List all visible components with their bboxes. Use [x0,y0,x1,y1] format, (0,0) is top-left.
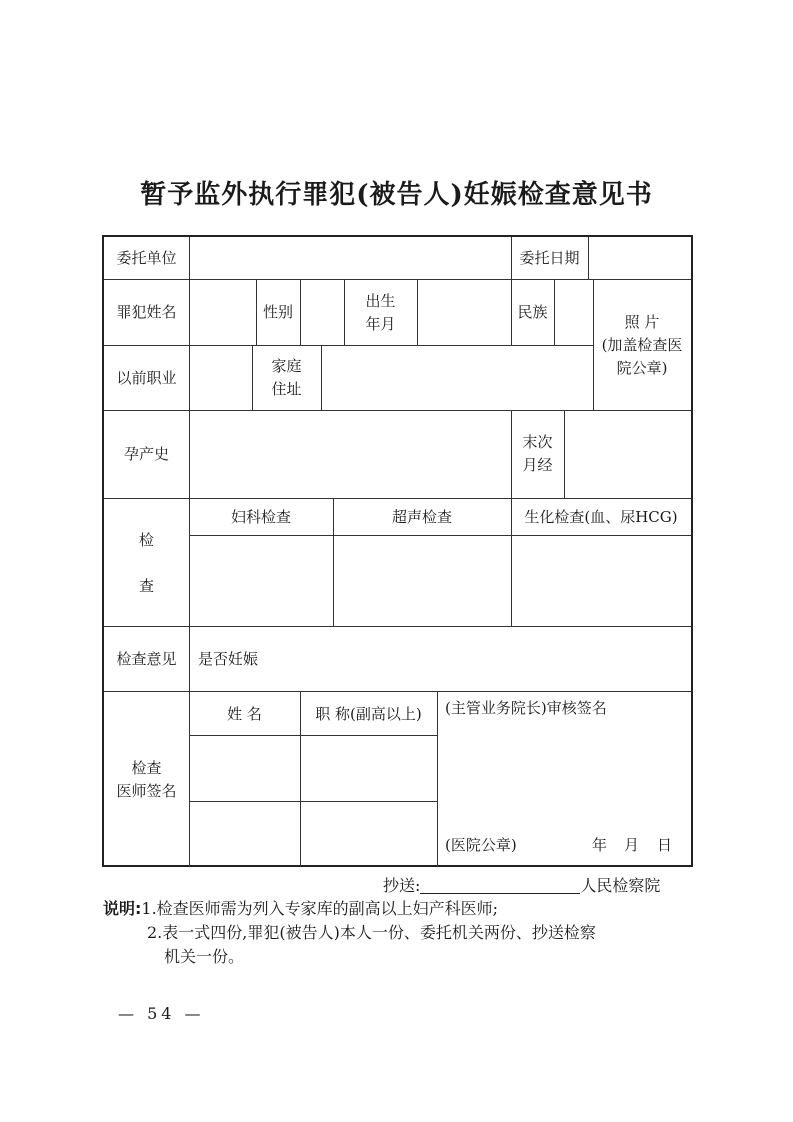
copy-to-line [383,873,660,896]
entrust-date-label: 委托日期 [519,249,580,267]
inmate-name-label: 罪犯姓名 [116,303,177,321]
row-divider [104,498,691,499]
row-divider [104,345,593,346]
last-menses-label-line2: 月经 [522,456,553,474]
col-divider [417,279,418,345]
birth-label-line2: 年月 [365,315,396,333]
gender-label: 性别 [262,303,293,321]
col-divider [437,691,438,867]
row-divider [189,735,437,736]
row-divider [104,279,691,280]
date-year: 年 [592,836,608,854]
photo-label-line1: 照 片 [624,313,660,331]
col-divider [554,279,555,345]
date-month: 月 [624,836,640,854]
ethnicity-label: 民族 [517,303,548,321]
photo-label-line2: (加盖检查医 [601,336,683,354]
col-divider [321,345,322,410]
last-menses-label-line1: 末次 [522,433,553,451]
row-divider [104,626,691,627]
pregnancy-question: 是否妊娠 [198,650,259,668]
pregnancy-history-label: 孕产史 [123,445,169,463]
hospital-seal-label: (医院公章) [445,836,517,854]
col-divider [300,279,301,345]
inspection-form [102,235,693,867]
row-divider [189,535,691,536]
col-divider [564,410,565,498]
row-divider [104,691,691,692]
copy-to-blank [420,875,580,894]
notes-label: 说明: [103,899,142,918]
note-2-continued: 机关一份。 [164,947,245,966]
birth-label-line1: 出生 [365,292,396,310]
address-label-line2: 住址 [271,380,302,398]
copy-to-suffix: 人民检察院 [580,876,661,895]
occupation-label: 以前职业 [116,369,177,387]
signature-label-line1: 检查 [131,759,162,777]
gyn-exam-label: 妇科检查 [230,508,291,526]
note-2: 2.表一式四份,罪犯(被告人)本人一份、委托机关两份、抄送检察 [147,923,596,942]
notes [103,897,596,969]
date-day: 日 [657,836,673,854]
signature-label-line2: 医师签名 [116,782,177,800]
col-divider [189,237,190,867]
biochem-exam-label: 生化检查(血、尿HCG) [524,508,678,526]
ultrasound-exam-label: 超声检查 [391,508,452,526]
note-1-line [103,897,596,921]
doctor-title-column: 职 称(副高以上) [315,705,422,723]
exam-label-line2: 查 [138,577,154,595]
document-title: 暂予监外执行罪犯(被告人)妊娠检查意见书 [140,180,653,210]
opinion-label: 检查意见 [116,650,177,668]
address-label-line1: 家庭 [271,357,302,375]
review-signature-label: (主管业务院长)审核签名 [445,699,607,717]
note-1: 1.检查医师需为列入专家库的副高以上妇产科医师; [141,899,499,918]
entrusting-unit-label: 委托单位 [116,249,177,267]
row-divider [104,410,691,411]
doctor-name-column: 姓 名 [227,705,262,723]
exam-label-line1: 检 [138,531,154,549]
page-number: — 54 — [118,1004,205,1023]
col-divider [588,237,589,279]
row-divider [189,801,437,802]
col-divider [344,279,345,345]
copy-to-label: 抄送: [383,876,421,895]
photo-label-line3: 院公章) [616,359,668,377]
